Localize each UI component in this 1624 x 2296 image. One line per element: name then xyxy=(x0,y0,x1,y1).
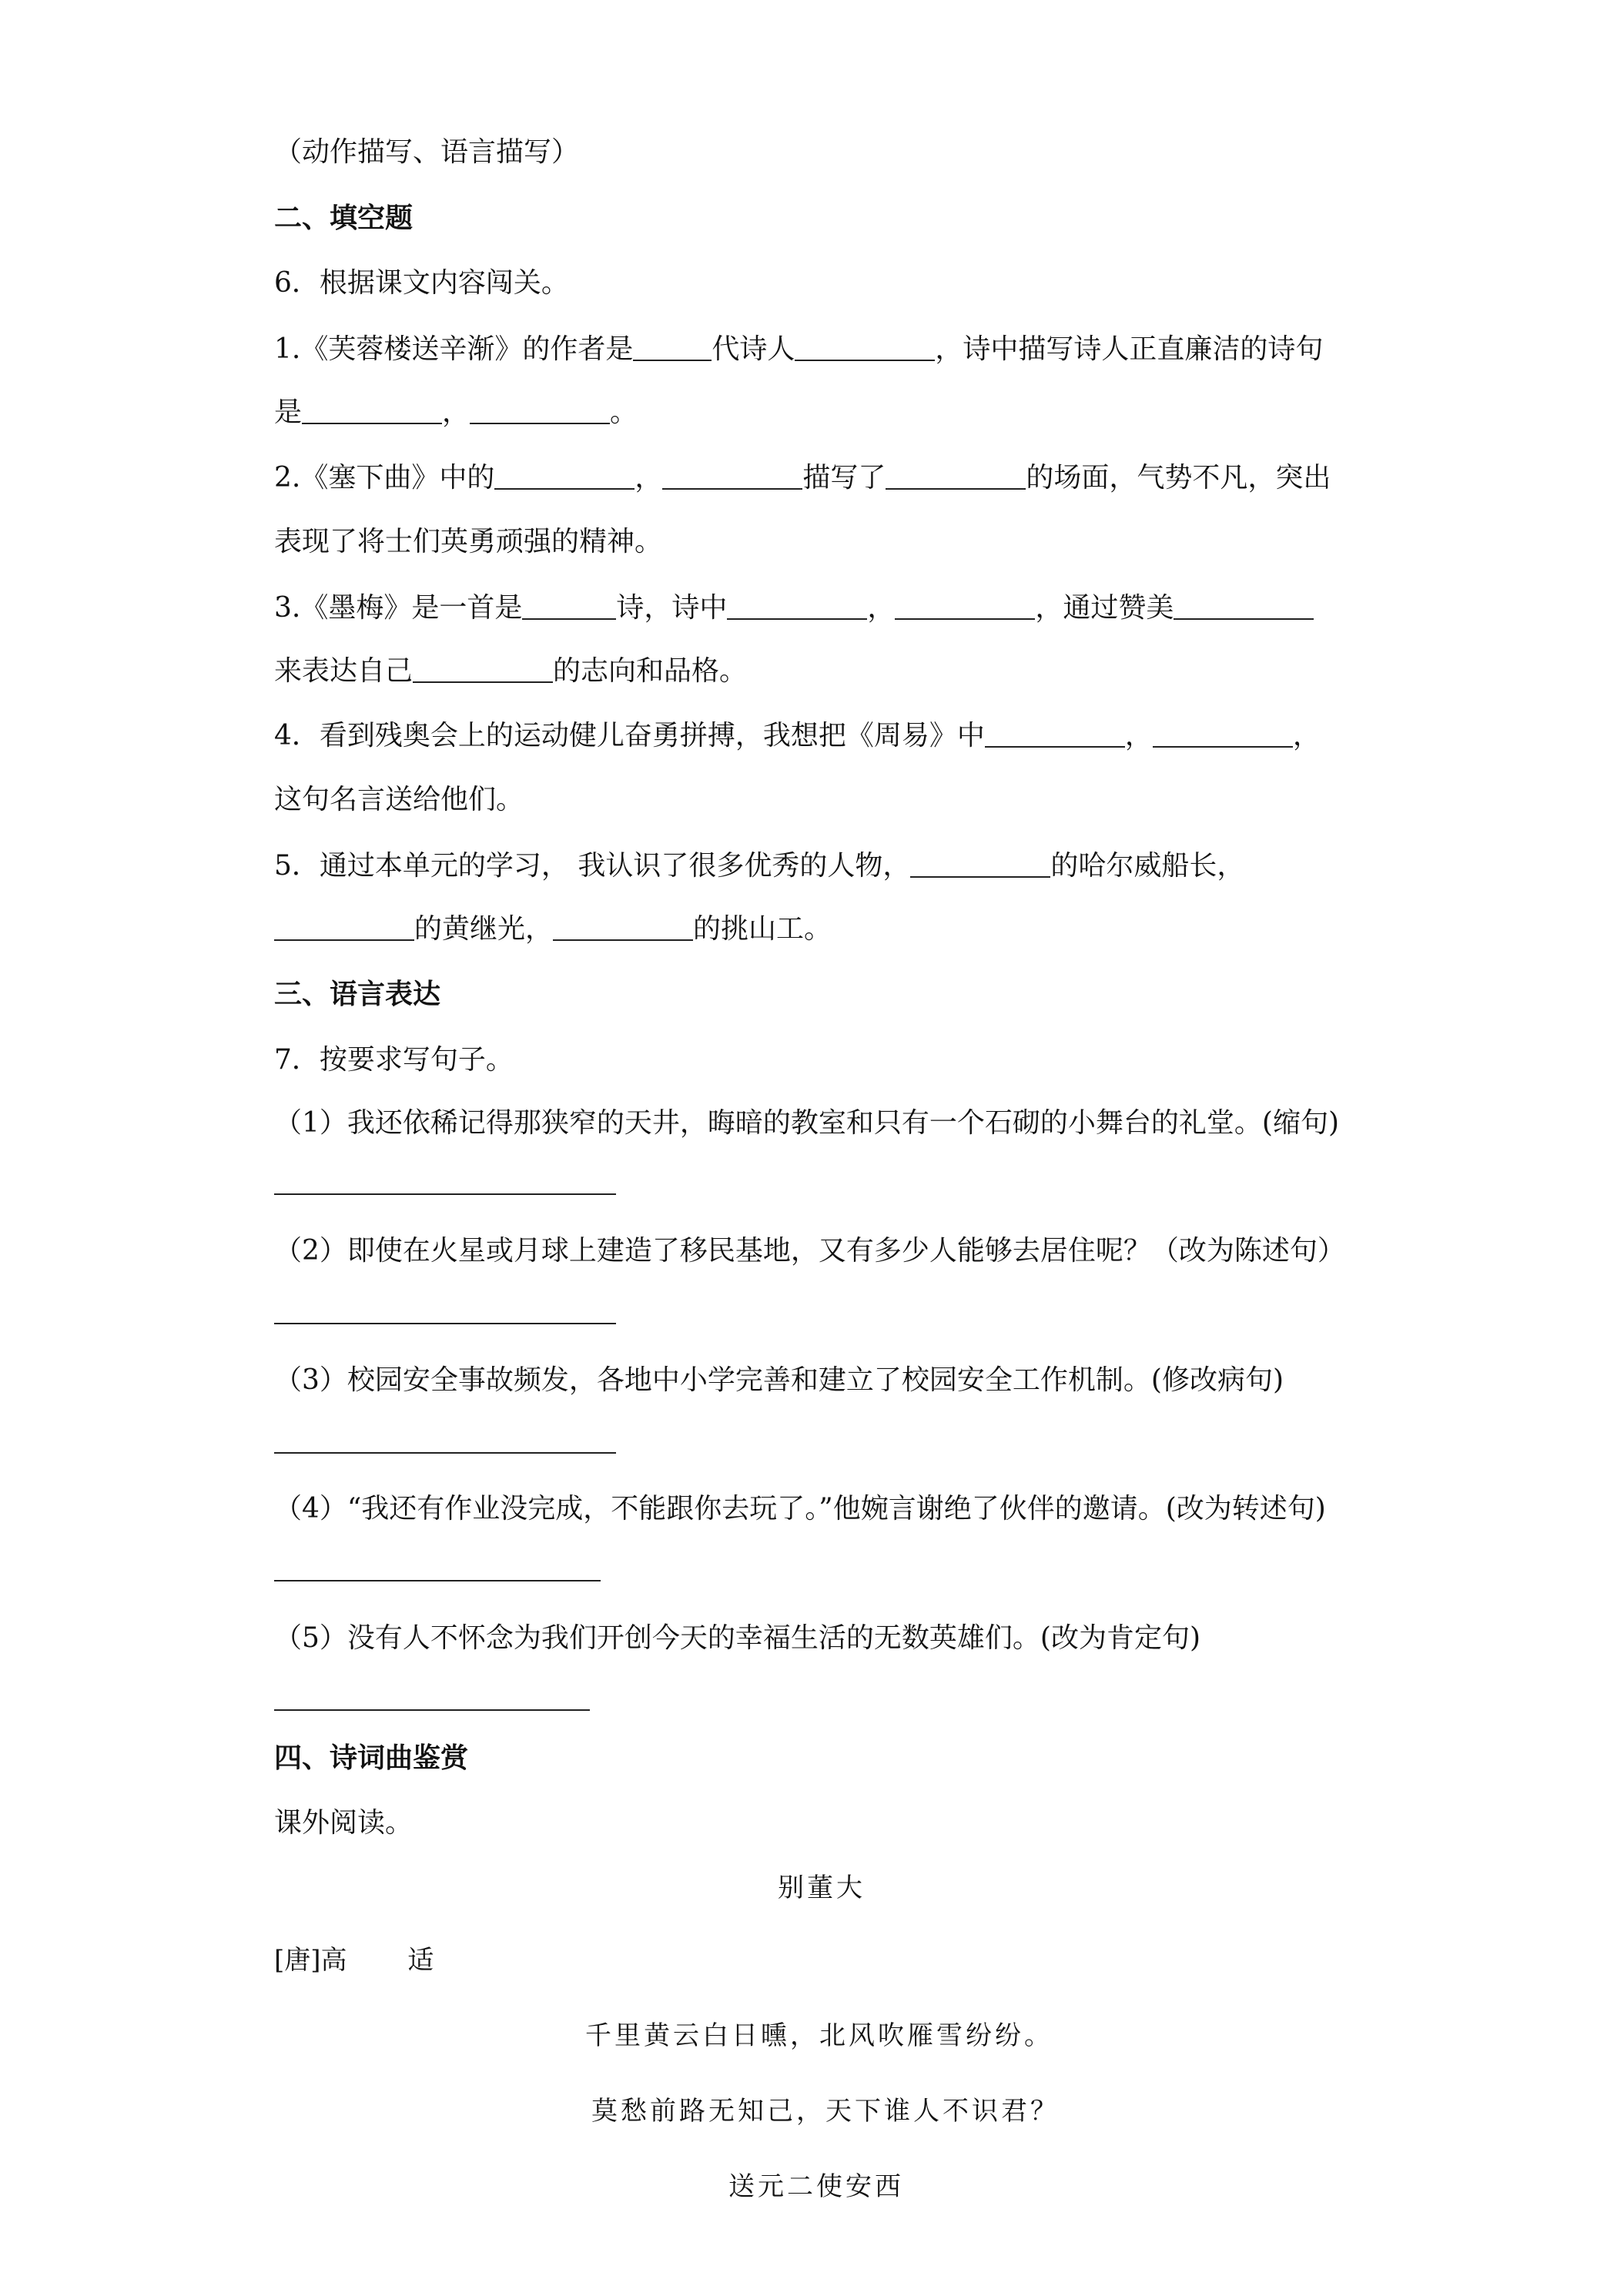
question-6-1-line2: 是 ， 。 xyxy=(274,397,638,428)
answer-blank[interactable] xyxy=(494,462,635,490)
answer-blank[interactable] xyxy=(302,397,442,424)
answer-line[interactable] xyxy=(274,1323,616,1324)
poem-line-2: 莫愁前路无知己，天下谁人不识君？ xyxy=(591,2096,1060,2127)
answer-blank[interactable] xyxy=(886,462,1026,490)
question-6-title: 6．根据课文内容闯关。 xyxy=(274,267,569,299)
answer-blank[interactable] xyxy=(413,655,553,683)
answer-blank[interactable] xyxy=(470,397,610,424)
answer-blank[interactable] xyxy=(727,592,867,620)
question-6-3-line2: 来表达自己 的志向和品格。 xyxy=(274,655,748,687)
answer-blank[interactable] xyxy=(985,720,1125,748)
question-7-4: （4）“我还有作业没完成，不能跟你去玩了。”他婉言谢绝了伙伴的邀请。(改为转述句) xyxy=(274,1493,1326,1525)
question-7-2: （2）即使在火星或月球上建造了移民基地，又有多少人能够去居住呢？（改为陈述句） xyxy=(274,1235,1345,1267)
question-6-2-line2: 表现了将士们英勇顽强的精神。 xyxy=(274,526,663,557)
answer-blank[interactable] xyxy=(910,850,1050,878)
answer-line[interactable] xyxy=(274,1452,616,1454)
answer-blank[interactable] xyxy=(1153,720,1293,748)
poem-title: 别董大 xyxy=(778,1873,866,1903)
question-7-title: 7．按要求写句子。 xyxy=(274,1044,514,1076)
section-heading-poetry: 四、诗词曲鉴赏 xyxy=(274,1742,469,1774)
question-6-3-line1: 3.《墨梅》是一首是 诗，诗中 ， ，通过赞美 xyxy=(274,591,1314,625)
answer-blank[interactable] xyxy=(662,462,802,490)
poem-line-1: 千里黄云白日曛，北风吹雁雪纷纷。 xyxy=(585,2020,1053,2051)
question-7-5: （5）没有人不怀念为我们开创今天的幸福生活的无数英雄们。(改为肯定句) xyxy=(274,1622,1200,1654)
question-6-4-line1: 4．看到残奥会上的运动健儿奋勇拼搏，我想把《周易》中 ， ， xyxy=(274,720,1321,751)
question-6-4-line2: 这句名言送给他们。 xyxy=(274,784,524,815)
answer-blank[interactable] xyxy=(553,913,693,941)
answer-line[interactable] xyxy=(274,1193,616,1195)
question-6-5-line1: 5．通过本单元的学习， 我认识了很多优秀的人物， 的哈尔威船长， xyxy=(274,850,1245,882)
question-6-5-line2: 的黄继光， 的挑山工。 xyxy=(274,912,832,946)
answer-line[interactable] xyxy=(274,1580,601,1581)
answer-line[interactable] xyxy=(274,1709,590,1711)
reading-instruction: 课外阅读。 xyxy=(274,1807,414,1839)
answer-blank[interactable] xyxy=(895,592,1035,620)
question-7-3: （3）校园安全事故频发，各地中小学完善和建立了校园安全工作机制。(修改病句) xyxy=(274,1364,1284,1396)
question-6-1-line1: 1.《芙蓉楼送辛渐》的作者是 代诗人 ，诗中描写诗人正直廉洁的诗句 xyxy=(274,333,1324,365)
poem-author: [唐]高 适 xyxy=(274,1945,434,1976)
answer-blank[interactable] xyxy=(633,333,712,361)
section-heading-fill-blank: 二、填空题 xyxy=(274,202,414,234)
question-6-2-line1: 2.《塞下曲》中的 ， 描写了 的场面，气势不凡，突出 xyxy=(274,462,1331,494)
answer-blank[interactable] xyxy=(522,592,616,620)
answer-blank[interactable] xyxy=(274,913,414,941)
answer-blank[interactable] xyxy=(795,333,935,361)
answer-note: （动作描写、语言描写） xyxy=(274,136,580,168)
answer-blank[interactable] xyxy=(1174,592,1314,620)
question-7-1: （1）我还依稀记得那狭窄的天井，晦暗的教室和只有一个石砌的小舞台的礼堂。(缩句) xyxy=(274,1107,1339,1139)
second-poem-title: 送元二使安西 xyxy=(728,2171,904,2202)
section-heading-language-expression: 三、语言表达 xyxy=(274,979,441,1010)
